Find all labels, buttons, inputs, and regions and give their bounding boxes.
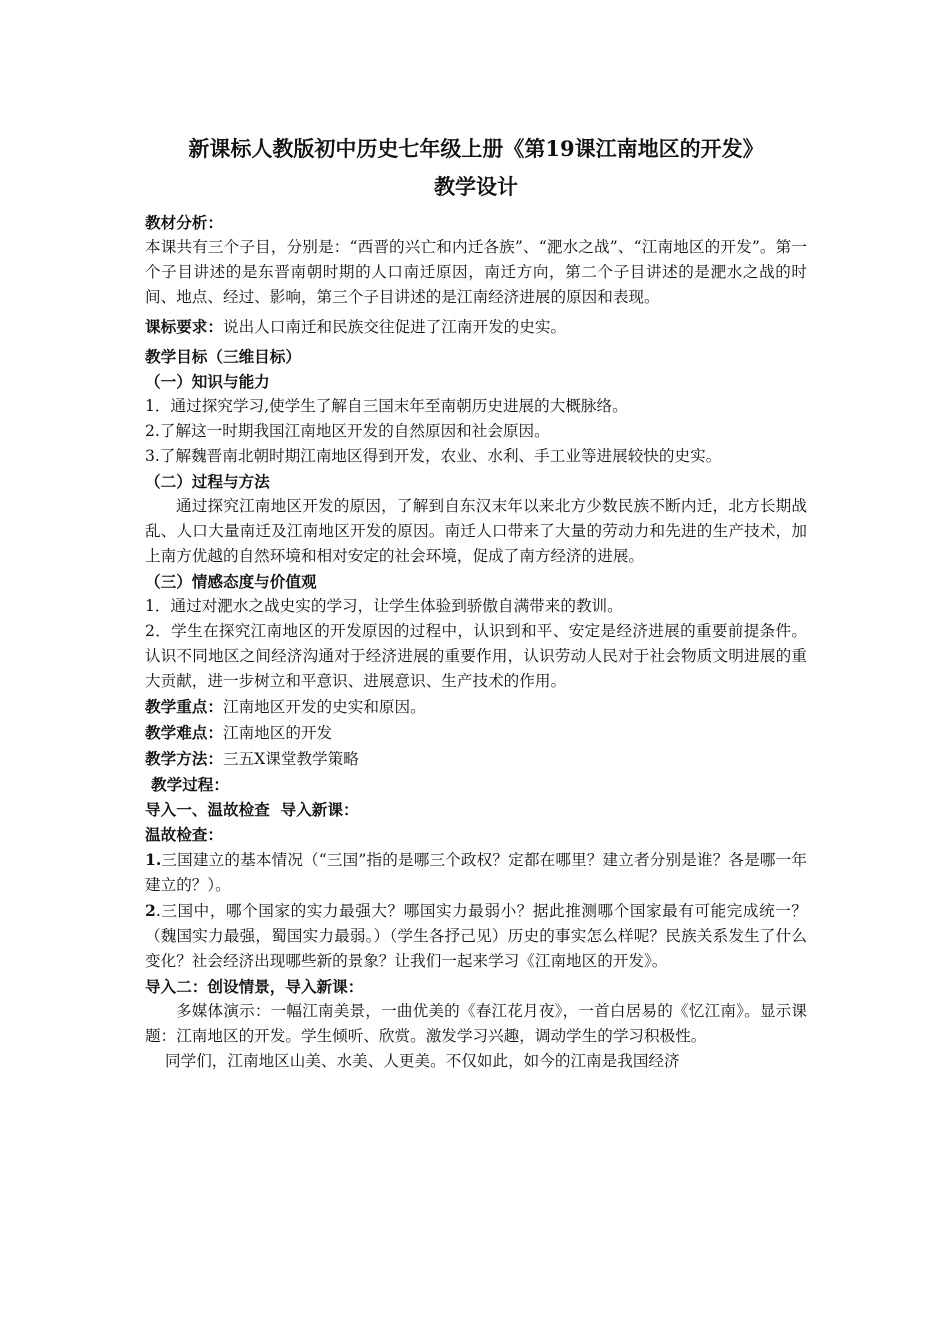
doc-title-line2: 教学设计 (434, 174, 518, 199)
key-point-label: 教学重点： (145, 697, 223, 716)
intro1-heading: 导入一、温故检查 导入新课： (145, 800, 359, 819)
knowledge-item-3: 3.了解魏晋南北朝时期江南地区得到开发，农业、水利、手工业等进展较快的史实。 (145, 447, 722, 465)
method-label: 教学方法： (145, 749, 223, 768)
difficulty-label: 教学难点： (145, 723, 223, 742)
difficulty-text: 江南地区的开发 (222, 724, 333, 742)
method-text: 三五X课堂教学策略 (222, 750, 359, 768)
process-method-heading: （二）过程与方法 (145, 472, 270, 491)
material-analysis-heading: 教材分析： (145, 213, 223, 232)
document-page (145, 130, 807, 1074)
process-heading (145, 772, 807, 797)
review-question-2 (145, 898, 807, 974)
q2-text: .三国中，哪个国家的实力最强大？哪国实力最弱小？据此推测哪个国家最有可能完成统一？（魏国实力最强，蜀国实力最弱。）（学生各抒己见）历史的事实怎么样呢？民族关系发生了什么变化？社会经济出现哪些新的景象？让我们一起来学习《江南地区的开发》。 (145, 902, 807, 970)
emotion-item-1: 1．通过对淝水之战史实的学习，让学生体验到骄傲自满带来的教训。 (145, 597, 623, 615)
process-method-text: 通过探究江南地区开发的原因，了解到自东汉末年以来北方少数民族不断内迁，北方长期战乱、人口大量南迁及江南地区开发的原因。南迁人口带来了大量的劳动力和先进的生产技术，加上南方优越的自然环境和相对安定的社会环境，促成了南方经济的进展。 (145, 497, 807, 565)
review-heading: 温故检查： (145, 825, 223, 844)
method-paragraph (145, 746, 807, 772)
doc-title-line1: 新课标人教版初中历史七年级上册《第19课江南地区的开发》 (188, 136, 764, 161)
material-analysis-text: 本课共有三个子目，分别是：“西晋的兴亡和内迁各族”、“淝水之战”、“江南地区的开发”。第一个子目讲述的是东晋南朝时期的人口南迁原因，南迁方向，第二个子目讲述的是淝水之战的时间、地点、经过、影响，第三个子目讲述的是江南经济进展的原因和表现。 (145, 238, 807, 306)
emotion-item-2: 2．学生在探究江南地区的开发原因的过程中，认识到和平、安定是经济进展的重要前提条件。认识不同地区之间经济沟通对于经济进展的重要作用，认识劳动人民对于社会物质文明进展的重大贡献，进一步树立和平意识、进展意识、生产技术的作用。 (145, 622, 807, 690)
intro2-heading: 导入二：创设情景，导入新课： (145, 977, 364, 996)
q1-text: 三国建立的基本情况（“三国”指的是哪三个政权？定都在哪里？建立者分别是谁？各是哪一年建立的？）。 (145, 851, 807, 894)
process-label: 教学过程： (151, 775, 229, 794)
review-question-1 (145, 847, 807, 898)
standard-label: 课标要求： (145, 317, 223, 336)
intro2-text-2: 同学们，江南地区山美、水美、人更美。不仅如此，如今的江南是我国经济 (165, 1052, 680, 1070)
standard-paragraph (145, 314, 807, 340)
q1-number: 1. (145, 850, 162, 869)
knowledge-heading: （一）知识与能力 (145, 372, 270, 391)
key-point-paragraph (145, 694, 807, 720)
q2-number: 2 (145, 901, 156, 920)
emotion-heading: （三）情感态度与价值观 (145, 572, 317, 591)
key-point-text: 江南地区开发的史实和原因。 (222, 698, 426, 716)
intro2-text-1: 多媒体演示：一幅江南美景，一曲优美的《春江花月夜》，一首白居易的《忆江南》。显示课题：江南地区的开发。学生倾听、欣赏。激发学习兴趣，调动学生的学习积极性。 (145, 1002, 807, 1045)
standard-text: 说出人口南迁和民族交往促进了江南开发的史实。 (222, 318, 567, 336)
knowledge-item-2: 2.了解这一时期我国江南地区开发的自然原因和社会原因。 (145, 422, 550, 440)
difficulty-paragraph (145, 720, 807, 746)
goals-heading: 教学目标（三维目标） (145, 347, 301, 366)
knowledge-item-1: 1．通过探究学习,使学生了解自三国末年至南朝历史进展的大概脉络。 (145, 397, 628, 415)
